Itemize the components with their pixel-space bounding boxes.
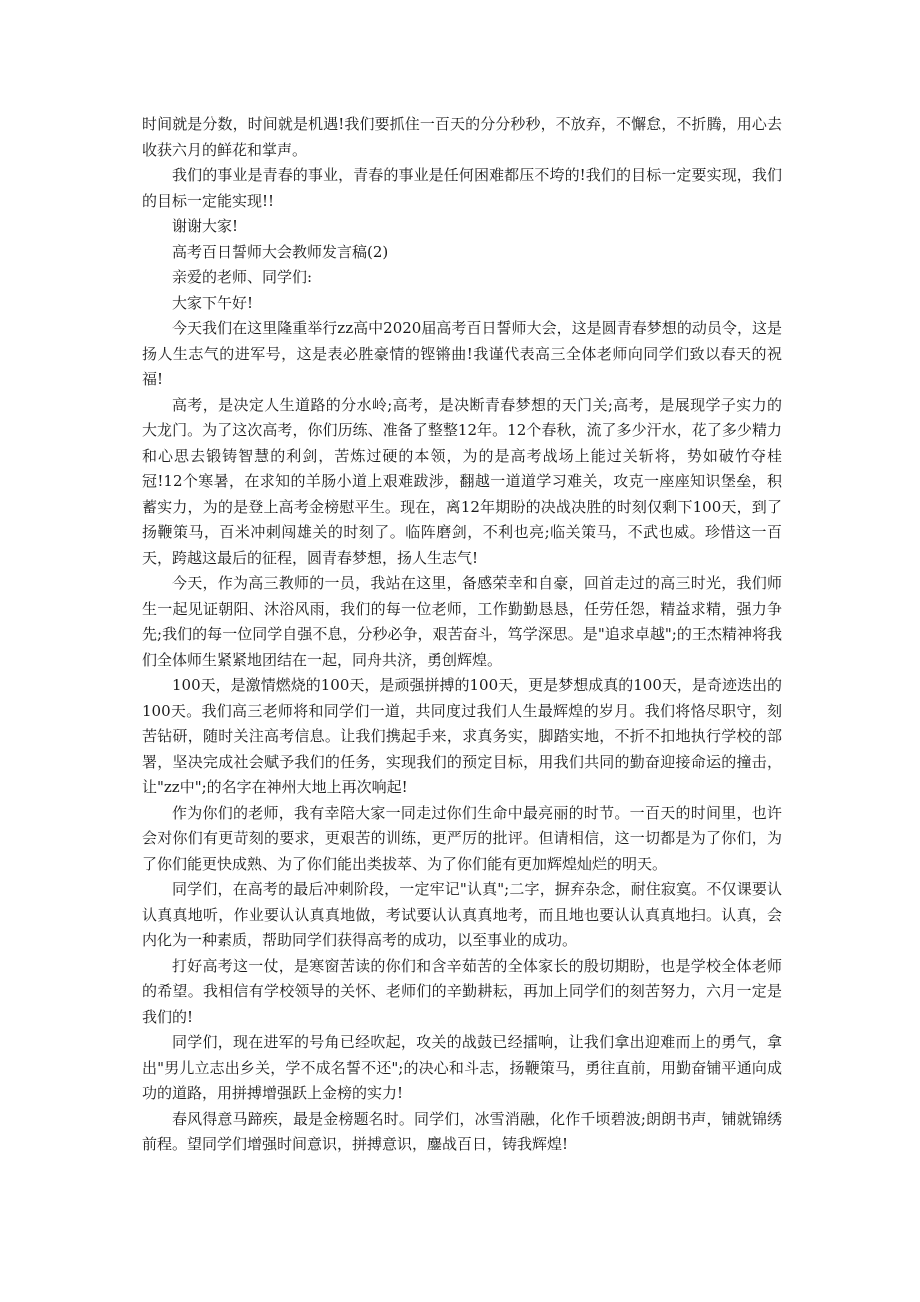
section-title: 高考百日誓师大会教师发言稿(2): [172, 242, 389, 261]
paragraph-be-serious: 同学们，在高考的最后冲刺阶段，一定牢记"认真";二字，摒弃杂念，耐住寂寞。不仅课要认认真真地听，作业要认认真真地做，考试要认认真真地考，而且地也要认认真真地扫。认真，会内化为一种素质，帮助同学们获得高考的成功，以至事业的成功。: [142, 880, 782, 949]
paragraph-100-days: 100天，是激情燃烧的100天，是顽强拼搏的100天，更是梦想成真的100天，是奇迹迭出的100天。我们高三老师将和同学们一道，共同度过我们人生最辉煌的岁月。我们将恪尽职守，刻苦钻研，随时关注高考信息。让我们携起手来，求真务实，脚踏实地，不折不扣地执行学校的部署，坚决完成社会赋予我们的任务，实现我们的预定目标，用我们共同的勤奋迎接命运的撞击，让"zz中";的名字在神州大地上再次响起!: [142, 676, 782, 796]
document-body: [142, 112, 782, 1158]
paragraph-time-is-score: 时间就是分数，时间就是机遇!我们要抓住一百天的分分秒秒，不放弃，不懈怠，不折腾，用心去收获六月的鲜花和掌声。: [142, 115, 782, 159]
paragraph-bugle: 同学们，现在进军的号角已经吹起，攻关的战鼓已经擂响，让我们拿出迎难而上的勇气，拿出"男儿立志出乡关，学不成名誓不还";的决心和斗志，扬鞭策马，勇往直前，用勤奋铺平通向成功的道路，用拼搏增强跃上金榜的实力!: [142, 1033, 782, 1102]
paragraph-closing: 春风得意马蹄疾，最是金榜题名时。同学们，冰雪消融，化作千顷碧波;朗朗书声，铺就锦绣前程。望同学们增强时间意识，拼搏意识，鏖战百日，铸我辉煌!: [142, 1109, 782, 1153]
paragraph-today: 今天，作为高三教师的一员，我站在这里，备感荣幸和自豪，回首走过的高三时光，我们师生一起见证朝阳、沐浴风雨，我们的每一位老师，工作勤勤恳恳，任劳任怨，精益求精，强力争先;我们的每一位同学自强不息，分秒必争，艰苦奋斗，笃学深思。是"追求卓越";的王杰精神将我们全体师生紧紧地团结在一起，同舟共济，勇创辉煌。: [142, 574, 782, 669]
paragraph-youth-cause: 我们的事业是青春的事业，青春的事业是任何困难都压不垮的!我们的目标一定要实现，我们的目标一定能实现!!: [142, 166, 782, 210]
paragraph-hope: 打好高考这一仗，是寒窗苦读的你们和含辛茹苦的全体家长的殷切期盼，也是学校全体老师的希望。我相信有学校领导的关怀、老师们的辛勤耕耘，再加上同学们的刻苦努力，六月一定是我们的!: [142, 956, 782, 1026]
paragraph-thanks: 谢谢大家!: [172, 217, 239, 235]
salutation: 亲爱的老师、同学们:: [172, 268, 313, 286]
paragraph-opening: 今天我们在这里隆重举行zz高中2020届高考百日誓师大会，这是圆青春梦想的动员令，这是扬人生志气的进军号，这是表必胜豪情的铿锵曲!我谨代表高三全体老师向同学们致以春天的祝福!: [142, 319, 782, 388]
paragraph-as-teacher: 作为你们的老师，我有幸陪大家一同走过你们生命中最亮丽的时节。一百天的时间里，也许会对你们有更苛刻的要求，更艰苦的训练，更严厉的批评。但请相信，这一切都是为了你们，为了你们能更快成熟、为了你们能出类拔萃、为了你们能有更加辉煌灿烂的明天。: [142, 803, 782, 873]
paragraph-gaokao: 高考，是决定人生道路的分水岭;高考，是决断青春梦想的天门关;高考，是展现学子实力的大龙门。为了这次高考，你们历练、准备了整整12年。12个春秋，流了多少汗水，花了多少精力和心思去锻铸智慧的利剑，苦炼过硬的本领，为的是高考战场上能过关斩将，势如破竹夺桂冠!12个寒暑，在求知的羊肠小道上艰难跋涉，翻越一道道学习难关，攻克一座座知识堡垒，积蓄实力，为的是登上高考金榜慰平生。现在，离12年期盼的决战决胜的时刻仅剩下100天，到了扬鞭策马，百米冲刺闯雄关的时刻了。临阵磨剑，不利也亮;临关策马，不武也威。珍惜这一百天，跨越这最后的征程，圆青春梦想，扬人生志气!: [142, 395, 782, 567]
greeting: 大家下午好!: [172, 293, 254, 312]
